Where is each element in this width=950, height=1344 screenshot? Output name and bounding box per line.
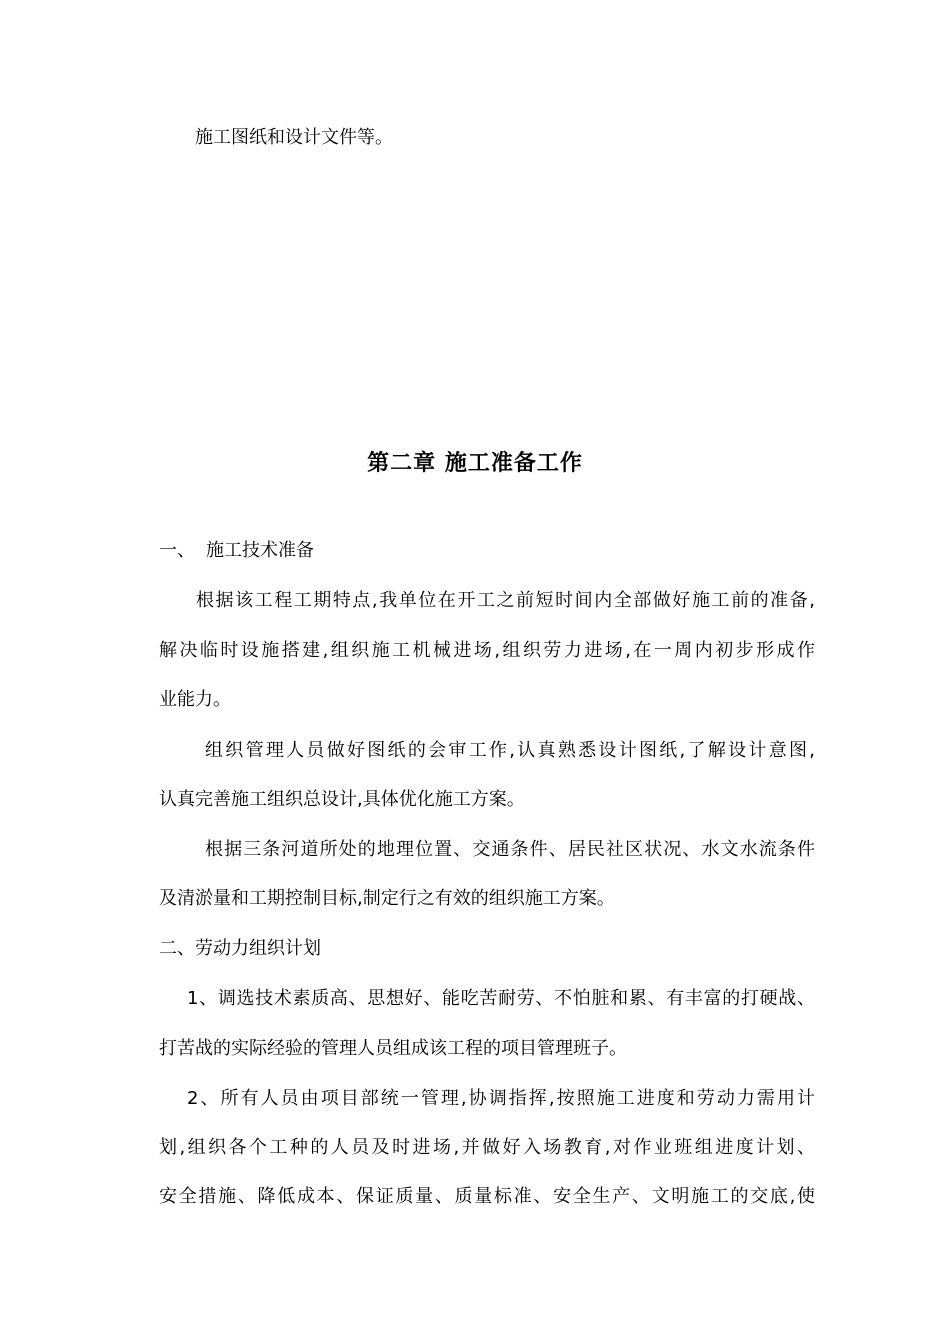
body-text-line: 及清淤量和工期控制目标,制定行之有效的组织施工方案。 bbox=[159, 888, 615, 909]
body-text-line: 认真完善施工组织总设计,具体优化施工方案。 bbox=[159, 789, 525, 810]
section-number: 一、 bbox=[159, 540, 195, 561]
body-text-line: 业能力。 bbox=[159, 689, 231, 710]
body-text-line: 打苦战的实际经验的管理人员组成该工程的项目管理班子。 bbox=[159, 1038, 627, 1059]
section-title: 二、劳动力组织计划 bbox=[159, 938, 321, 959]
body-text-line: 根据该工程工期特点,我单位在开工之前短时间内全部做好施工前的准备, bbox=[196, 590, 815, 611]
body-text-line: 根据三条河道所处的地理位置、交通条件、居民社区状况、水文水流条件 bbox=[205, 839, 815, 860]
chapter-title: 第二章 施工准备工作 bbox=[367, 451, 583, 476]
body-text-line: 解决临时设施搭建,组织施工机械进场,组织劳力进场,在一周内初步形成作 bbox=[159, 640, 815, 661]
body-text-line: 组织管理人员做好图纸的会审工作,认真熟悉设计图纸,了解设计意图, bbox=[205, 740, 815, 761]
section-title: 施工技术准备 bbox=[206, 540, 314, 561]
body-text-line: 安全措施、降低成本、保证质量、质量标准、安全生产、文明施工的交底,使 bbox=[159, 1186, 815, 1207]
body-text-line: 划,组织各个工种的人员及时进场,并做好入场教育,对作业班组进度计划、 bbox=[159, 1137, 815, 1158]
body-text-line: 2、所有人员由项目部统一管理,协调指挥,按照施工进度和劳动力需用计 bbox=[187, 1088, 815, 1109]
body-text-line: 施工图纸和设计文件等。 bbox=[195, 127, 393, 148]
body-text-line: 1、调选技术素质高、思想好、能吃苦耐劳、不怕脏和累、有丰富的打硬战、 bbox=[187, 988, 815, 1009]
